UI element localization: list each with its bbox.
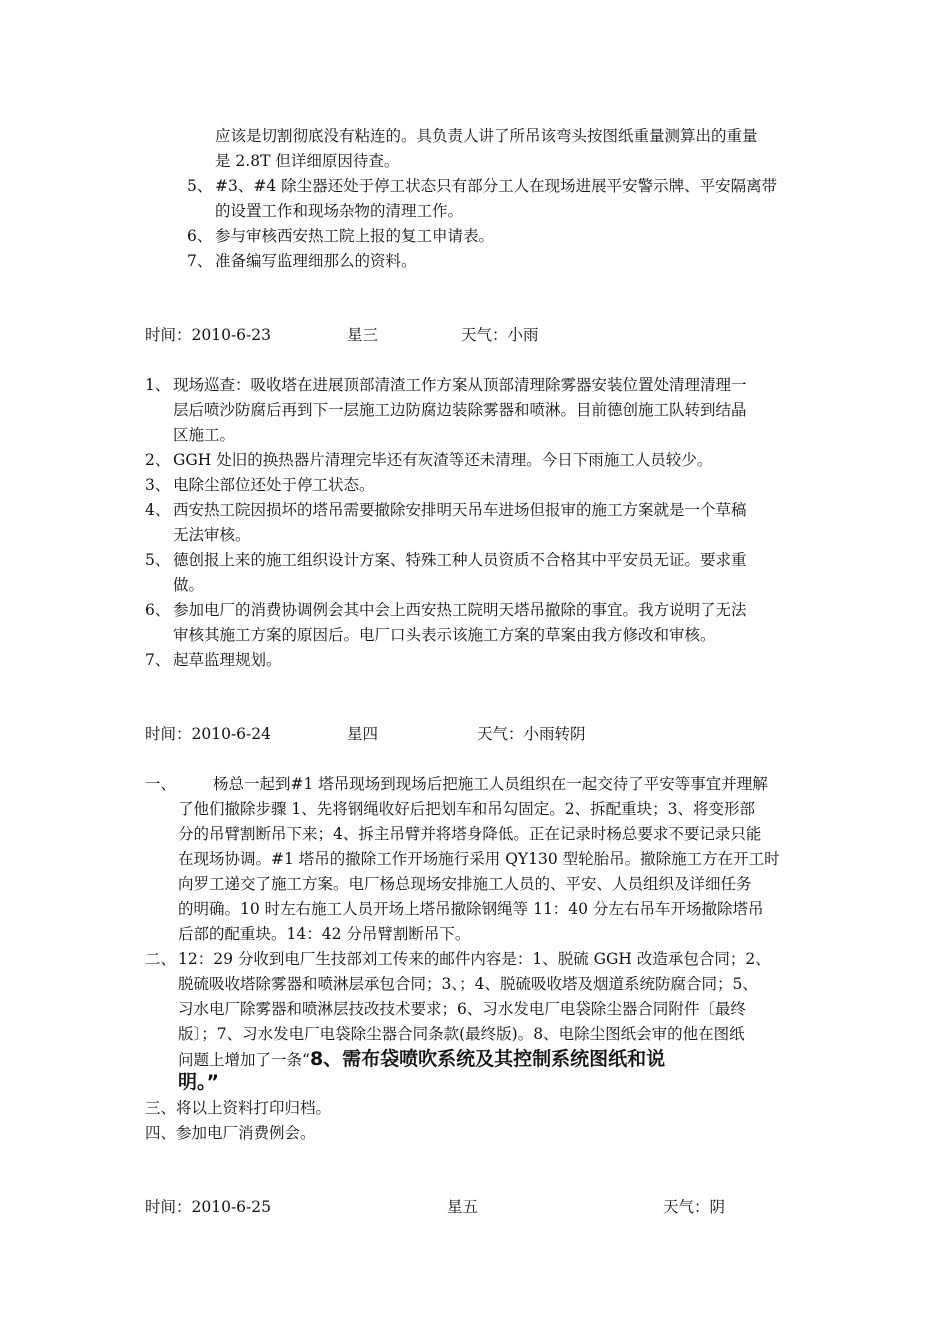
b1-item5-line1: #3、#4 除尘器还处于停工状态只有部分工人在现场进展平安警示牌、平安隔离带 <box>215 177 778 195</box>
e0623-item5-line1: 德创报上来的施工组织设计方案、特殊工种人员资质不合格其中平安员无证。要求重 <box>173 551 747 569</box>
e0623-item1-line2: 层后喷沙防腐后再到下一层施工边防腐边装除雾器和喷淋。目前德创施工队转到结晶 <box>173 401 747 419</box>
e0624-item3: 三、将以上资料打印归档。 <box>145 1099 332 1117</box>
entry-0625-weather: 天气：阴 <box>663 1198 726 1216</box>
e0624-item2-line3: 习水电厂除雾器和喷淋层技改技术要求；6、习水发电厂电袋除尘器合同附件〔最终 <box>178 1000 746 1018</box>
e0623-item2-line1: GGH 处旧的换热器片清理完毕还有灰渣等还未清理。今日下雨施工人员较少。 <box>173 451 713 469</box>
e0623-item4-line2: 无法审核。 <box>173 526 251 544</box>
e0624-item2-line5 <box>178 1047 665 1072</box>
b1-item7-line1: 准备编写监理细那么的资料。 <box>215 252 417 270</box>
e0623-item1-num: 1、 <box>145 376 171 394</box>
e0624-item1-line6: 的明确。10 时左右施工人员开场上塔吊撤除钢绳等 11：40 分左右吊车开场撤除塔吊 <box>178 900 764 918</box>
e0623-item6-line1: 参加电厂的消费协调例会其中会上西安热工院明天塔吊撤除的事宜。我方说明了无法 <box>173 601 747 619</box>
e0623-item4-num: 4、 <box>145 501 171 519</box>
e0624-item1-first: 杨总一起到#1 塔吊现场到现场后把施工人员组织在一起交待了平安等事宜并理解 <box>213 775 768 793</box>
e0624-item1-line7: 后部的配重块。14：42 分吊臂割断吊下。 <box>178 925 471 943</box>
entry-0625-weekday: 星五 <box>447 1198 479 1216</box>
e0624-item2-line4: 版〕；7、习水发电厂电袋除尘器合同条款(最终版)。8、电除尘图纸会审的他在图纸 <box>178 1025 745 1043</box>
e0623-item5-line2: 做。 <box>173 576 205 594</box>
e0624-item2-tail-bold: 8、需布袋喷吹系统及其控制系统图纸和说 <box>309 1048 666 1070</box>
e0623-item3-line1: 电除尘部位还处于停工状态。 <box>173 476 375 494</box>
b1-item4-line2: 是 2.8T 但详细原因待查。 <box>215 152 400 170</box>
e0623-item7-num: 7、 <box>145 651 171 669</box>
e0624-item1-line4: 在现场协调。#1 塔吊的撤除工作开场施行采用 QY130 型轮胎吊。撤除施工方在开工时 <box>178 850 780 868</box>
e0623-item1-line1: 现场巡查：吸收塔在进展顶部清渣工作方案从顶部清理除雾器安装位置处清理清理一 <box>173 376 747 394</box>
b1-item7-num: 7、 <box>187 252 213 270</box>
b1-item4-line1: 应该是切割彻底没有粘连的。具负责人讲了所吊该弯头按图纸重量测算出的重量 <box>215 127 758 145</box>
entry-0623-weather: 天气：小雨 <box>461 326 539 344</box>
b1-item6-num: 6、 <box>187 227 213 245</box>
e0623-item2-num: 2、 <box>145 451 171 469</box>
entry-0625-time: 时间：2010-6-25 <box>145 1198 272 1216</box>
e0623-item1-line3: 区施工。 <box>173 426 236 444</box>
e0623-item6-line2: 审核其施工方案的原因后。电厂口头表示该施工方案的草案由我方修改和审核。 <box>173 626 716 644</box>
b1-item5-num: 5、 <box>187 177 213 195</box>
e0623-item7-line1: 起草监理规划。 <box>173 651 282 669</box>
e0624-item2-tail-text: 问题上增加了一条“ <box>178 1051 310 1069</box>
e0623-item6-num: 6、 <box>145 601 171 619</box>
e0624-item2-num: 二、 <box>145 950 177 968</box>
entry-0624-weather: 天气：小雨转阴 <box>477 725 586 743</box>
e0624-item1-line5: 向罗工递交了施工方案。电厂杨总现场安排施工人员的、平安、人员组织及详细任务 <box>178 875 752 893</box>
e0623-item3-num: 3、 <box>145 476 171 494</box>
entry-0624-time: 时间：2010-6-24 <box>145 725 272 743</box>
b1-item5-line2: 的设置工作和现场杂物的清理工作。 <box>215 202 464 220</box>
e0624-item2-line6: 明。” <box>178 1071 219 1093</box>
e0624-item2-line1: 12：29 分收到电厂生技部刘工传来的邮件内容是：1、脱硫 GGH 改造承包合同；2、 <box>178 950 771 968</box>
e0624-item2-line2: 脱硫吸收塔除雾器和喷淋层承包合同；3、；4、脱硫吸收塔及烟道系统防腐合同；5、 <box>178 975 758 993</box>
e0623-item4-line1: 西安热工院因损坏的塔吊需要撤除安排明天吊车进场但报审的施工方案就是一个草稿 <box>173 501 747 519</box>
entry-0623-time: 时间：2010-6-23 <box>145 326 272 344</box>
e0624-item1-num: 一、 <box>145 775 177 793</box>
e0624-item4: 四、参加电厂消费例会。 <box>145 1124 316 1142</box>
e0623-item5-num: 5、 <box>145 551 171 569</box>
e0624-item1-line3: 分的吊臂割断吊下来；4、拆主吊臂并将塔身降低。正在记录时杨总要求不要记录只能 <box>178 825 762 843</box>
entry-0623-weekday: 星三 <box>347 326 379 344</box>
entry-0624-weekday: 星四 <box>347 725 379 743</box>
e0624-item1-line2: 了他们撤除步骤 1、先将钢绳收好后把划车和吊勾固定。2、拆配重块；3、将变形部 <box>178 800 756 818</box>
b1-item6-line1: 参与审核西安热工院上报的复工申请表。 <box>215 227 495 245</box>
